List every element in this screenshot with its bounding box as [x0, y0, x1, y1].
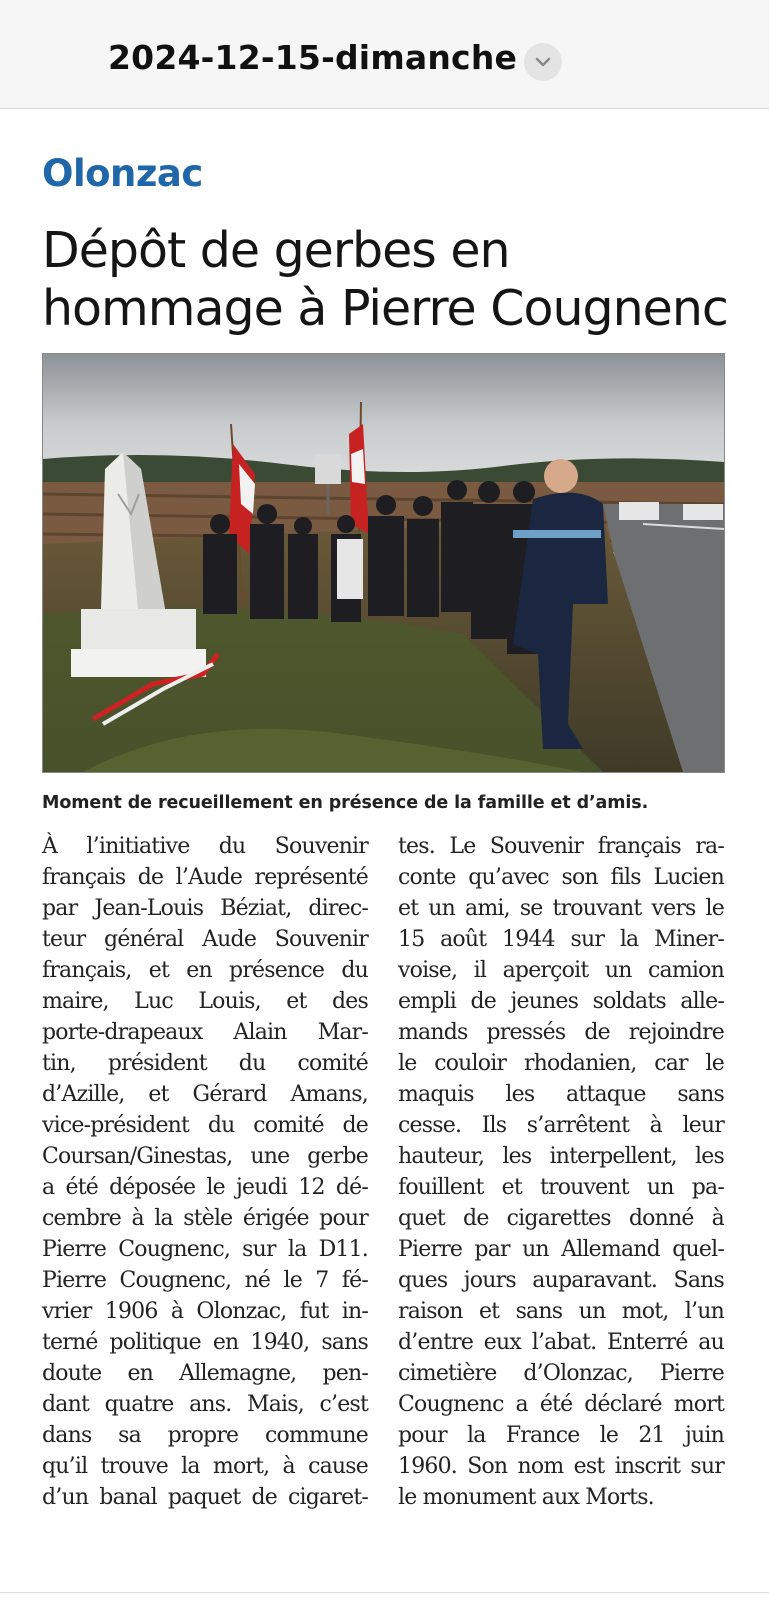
text-line: a été déposée le jeudi 12 dé-	[42, 1175, 368, 1200]
text-line: français de l’Aude représenté	[42, 865, 368, 890]
article-column-left	[42, 831, 368, 1513]
text-line: français, et en présence du	[42, 958, 368, 983]
text-line: le couloir rhodanien, car le	[398, 1051, 724, 1076]
text-line: cembre à la stèle érigée pour	[42, 1206, 368, 1231]
text-line: d’entre eux l’abat. Enterré au	[398, 1330, 724, 1355]
text-line: raison et sans un mot, l’un	[398, 1299, 724, 1324]
text-line: pour la France le 21 juin	[398, 1423, 724, 1448]
text-line: le monument aux Morts.	[398, 1485, 654, 1510]
text-line: vrier 1906 à Olonzac, fut in-	[42, 1299, 368, 1324]
text-line: d’Azille, et Gérard Amans,	[42, 1082, 368, 1107]
text-line: 15 août 1944 sur la Miner-	[398, 927, 724, 952]
article-kicker: Olonzac	[42, 152, 203, 195]
text-line: mands pressés de rejoindre	[398, 1020, 724, 1045]
article-headline	[42, 222, 742, 338]
text-line: cesse. Ils s’arrêtent à leur	[398, 1113, 724, 1138]
bottom-divider	[0, 1592, 769, 1593]
text-line: empli de jeunes soldats alle-	[398, 989, 724, 1014]
text-line: teur général Aude Souvenir	[42, 927, 368, 952]
text-line: dant quatre ans. Mais, c’est	[42, 1392, 368, 1417]
document-title[interactable]: 2024-12-15-dimanche	[108, 38, 518, 77]
text-line: maquis les attaque sans	[398, 1082, 724, 1107]
chevron-down-icon[interactable]	[524, 43, 562, 81]
article-photo	[42, 353, 725, 773]
text-line: quet de cigarettes donné à	[398, 1206, 724, 1231]
text-line: cimetière d’Olonzac, Pierre	[398, 1361, 724, 1386]
text-line: Pierre Cougnenc, né le 7 fé-	[42, 1268, 368, 1293]
text-line: maire, Luc Louis, et des	[42, 989, 368, 1014]
text-line: dans sa propre commune	[42, 1423, 368, 1448]
text-line: conte qu’avec son fils Lucien	[398, 865, 724, 890]
text-line: hauteur, les interpellent, les	[398, 1144, 724, 1169]
text-line: voise, il aperçoit un camion	[398, 958, 724, 983]
text-line: porte-drapeaux Alain Mar-	[42, 1020, 368, 1045]
text-line: d’un banal paquet de cigaret-	[42, 1485, 368, 1510]
text-line: Cougnenc a été déclaré mort	[398, 1392, 724, 1417]
text-line: fouillent et trouvent un pa-	[398, 1175, 724, 1200]
headline-line: hommage à Pierre Cougnenc	[42, 280, 728, 337]
text-line: tes. Le Souvenir français ra-	[398, 834, 724, 859]
text-line: qu’il trouve la mort, à cause	[42, 1454, 368, 1479]
text-line: vice-président du comité de	[42, 1113, 368, 1138]
text-line: par Jean-Louis Béziat, direc-	[42, 896, 368, 921]
text-line: ques jours auparavant. Sans	[398, 1268, 724, 1293]
headline-line: Dépôt de gerbes en	[42, 222, 510, 279]
text-line: doute en Allemagne, pen-	[42, 1361, 368, 1386]
text-line: À l’initiative du Souvenir	[42, 834, 368, 859]
text-line: Coursan/Ginestas, une gerbe	[42, 1144, 368, 1169]
text-line: Pierre Cougnenc, sur la D11.	[42, 1237, 368, 1262]
photo-caption: Moment de recueillement en présence de la famille et d’amis.	[42, 793, 649, 813]
article-column-right	[398, 831, 724, 1513]
text-line: 1960. Son nom est inscrit sur	[398, 1454, 724, 1479]
text-line: tin, président du comité	[42, 1051, 368, 1076]
top-bar	[0, 0, 769, 109]
text-line: terné politique en 1940, sans	[42, 1330, 368, 1355]
text-line: et un ami, se trouvant vers le	[398, 896, 724, 921]
text-line: Pierre par un Allemand quel-	[398, 1237, 724, 1262]
